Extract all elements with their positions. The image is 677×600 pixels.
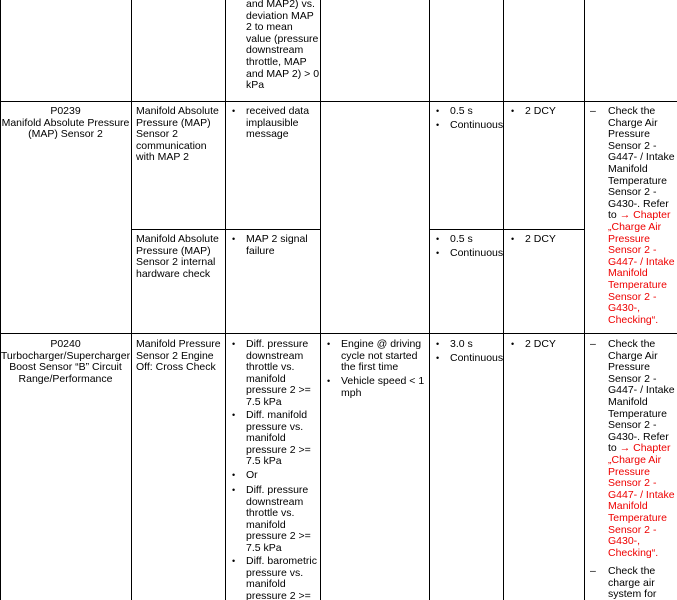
chapter-link-prefix[interactable]: → Chapter xyxy=(619,209,671,222)
prev-row-malfunction: and MAP2) vs. deviation MAP 2 to mean value (pressure downstream throttle, MAP and MAP 2) > 0 kPa xyxy=(246,0,320,92)
chapter-link[interactable]: „Charge Air Pressure Sensor 2 - G447- / Intake Manifold Temperature Sensor 2 - G430-, Checking“. xyxy=(608,220,675,326)
malfunction-criterion: • Diff. manifold pressure vs. manifold pressure 2 >= 7.5 kPa xyxy=(232,409,311,468)
col-line-3 xyxy=(320,0,321,600)
row-line-1 xyxy=(0,101,677,102)
dtc-code-cell: P0240 Turbocharger/Supercharger Boost Sensor “B” Circuit Range/Performance xyxy=(0,338,131,385)
dtc-description: Turbocharger/Supercharger xyxy=(0,349,131,362)
col-line-2 xyxy=(225,0,226,600)
dtc-description: Manifold Absolute Pressure (MAP) Sensor 2 xyxy=(1,116,130,141)
repair-action: – Check the Charge Air Pressure Sensor 2 - G447- / Intake Manifold Temperature Sensor 2 - G430-. Refer to → Chapter „Charge Air Pressure Sensor 2 - G447- / Intake Manifold Temperature Sensor 2 - G430-, Checking“. xyxy=(608,106,677,326)
time-required: • 0.5 s xyxy=(436,105,473,117)
chapter-link[interactable]: „Charge Air Pressure Sensor 2 - G447- / Intake Manifold Temperature Sensor 2 - G430-, Checking“. xyxy=(608,453,675,559)
monitor-strategy: Manifold Absolute Pressure (MAP) Sensor 2 internal hardware check xyxy=(136,233,219,280)
time-required: • 0.5 s xyxy=(436,233,473,245)
col-line-0 xyxy=(0,0,1,600)
mil-illumination: • 2 DCY xyxy=(511,338,556,350)
malfunction-criterion: • Diff. barometric pressure vs. manifold pressure 2 >= xyxy=(232,555,317,600)
row-line-sub-b xyxy=(429,229,584,230)
dtc-code-cell xyxy=(0,106,131,141)
malfunction-criterion: • MAP 2 signal failure xyxy=(232,233,308,257)
time-required: • 3.0 s xyxy=(436,338,473,350)
malfunction-or: • Or xyxy=(232,469,258,481)
repair-action: – Check the charge air system for xyxy=(590,565,657,600)
mil-illumination: • 2 DCY xyxy=(511,105,556,117)
col-line-5 xyxy=(503,0,504,600)
monitoring-frequency: • Continuous xyxy=(436,119,504,131)
dtc-code: P0239 xyxy=(50,105,81,117)
malfunction-criterion: • Diff. pressure downstream throttle vs. manifold pressure 2 >= 7.5 kPa xyxy=(232,484,311,554)
monitoring-frequency: • Continuous xyxy=(436,352,504,364)
dtc-code: P0240 xyxy=(50,338,81,350)
chapter-link-prefix[interactable]: → Chapter xyxy=(619,442,671,455)
col-line-1 xyxy=(131,0,132,600)
col-line-4 xyxy=(429,0,430,600)
monitor-strategy: Manifold Absolute Pressure (MAP) Sensor 2 communication with MAP 2 xyxy=(136,105,219,164)
row-line-sub xyxy=(131,229,320,230)
monitor-strategy: Manifold Pressure Sensor 2 Engine Off: Cross Check xyxy=(136,338,221,374)
row-line-2 xyxy=(0,333,677,334)
secondary-parameter: • Vehicle speed < 1 mph xyxy=(327,375,425,399)
malfunction-criterion: • Diff. pressure downstream throttle vs. manifold pressure 2 >= 7.5 kPa xyxy=(232,338,311,408)
monitoring-frequency: • Continuous xyxy=(436,247,504,259)
malfunction-criterion: • received data implausible message xyxy=(232,105,310,141)
mil-illumination: • 2 DCY xyxy=(511,233,556,245)
repair-action: – Check the Charge Air Pressure Sensor 2 - G447- / Intake Manifold Temperature Sensor 2 - G430-. Refer to → Chapter „Charge Air Pressure Sensor 2 - G447- / Intake Manifold Temperature Sensor 2 - G430-, Checking“. xyxy=(608,339,677,559)
secondary-parameter: • Engine @ driving cycle not started the first time xyxy=(327,338,422,374)
col-line-6 xyxy=(584,0,585,600)
